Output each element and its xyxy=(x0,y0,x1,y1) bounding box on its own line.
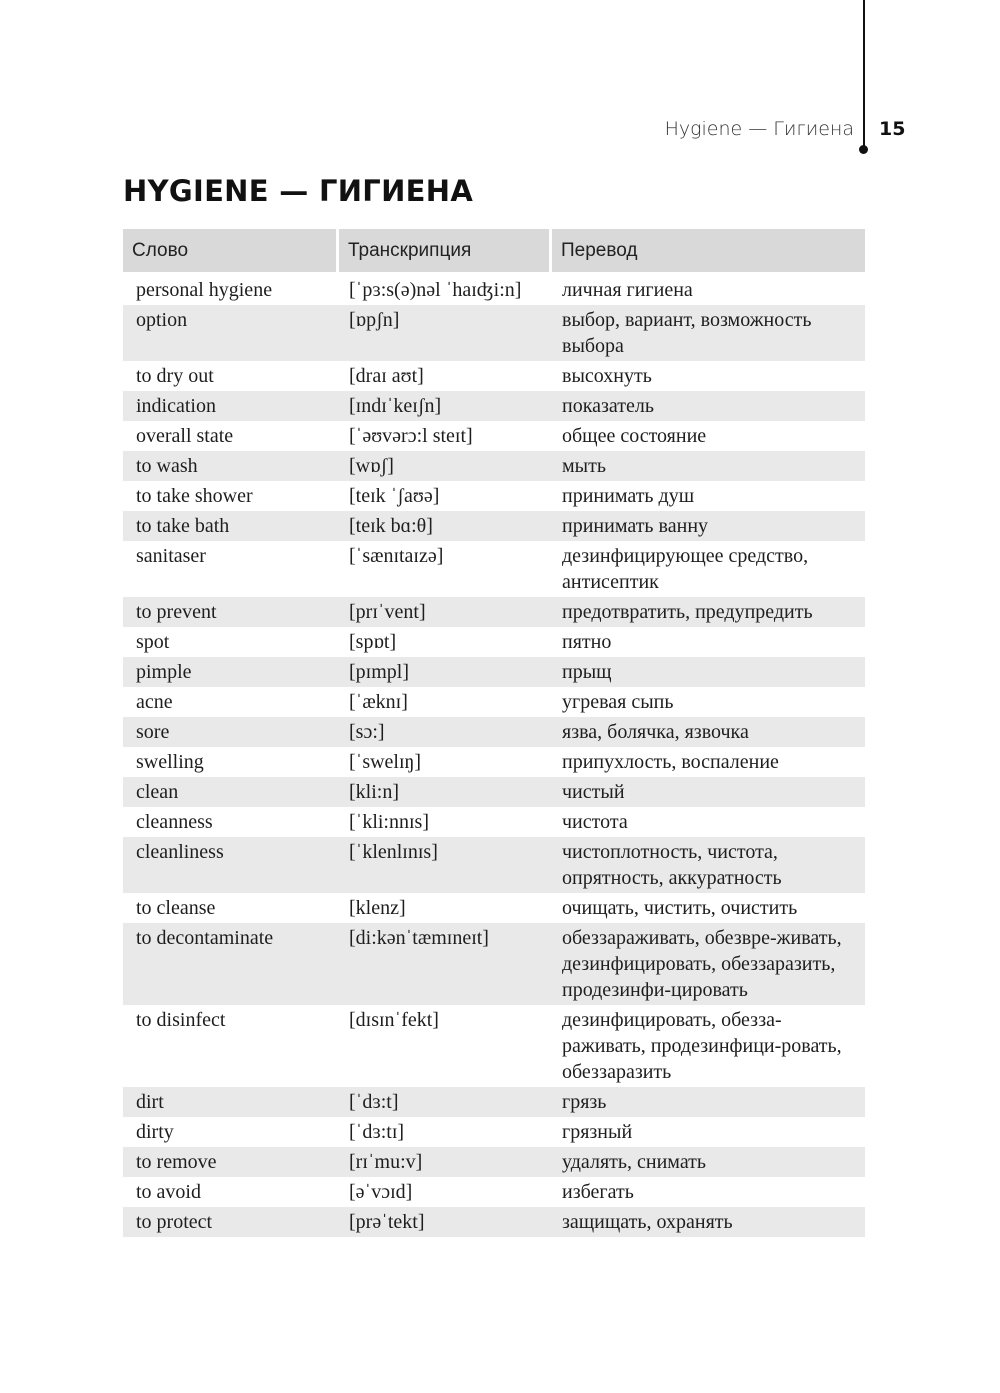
cell-translation: чистота xyxy=(562,811,628,833)
table-row xyxy=(123,1117,865,1147)
cell-transcription: [prɪˈvent] xyxy=(336,597,549,627)
cell-translation: принимать душ xyxy=(562,485,695,507)
cell-translation: пятно xyxy=(562,631,612,653)
table-row xyxy=(123,657,865,687)
page-number: 15 xyxy=(879,118,906,140)
cell-word: to avoid xyxy=(136,1181,201,1203)
header-rule-dot xyxy=(859,145,868,154)
cell-word: spot xyxy=(136,631,170,653)
cell-word: option xyxy=(123,305,336,361)
table-row xyxy=(123,1087,865,1117)
running-title: Hygiene — Гигиена xyxy=(664,118,854,140)
cell-translation: удалять, снимать xyxy=(549,1147,865,1177)
cell-transcription: [ɪndɪˈkeɪʃn] xyxy=(336,391,549,421)
cell-word: cleanness xyxy=(136,811,213,833)
cell-translation: личная гигиена xyxy=(562,279,693,301)
cell-word: overall state xyxy=(136,425,234,447)
cell-transcription: [prəˈtekt] xyxy=(336,1207,549,1237)
cell-translation: дезинфицирующее средство, антисептик xyxy=(562,545,809,593)
cell-translation: очищать, чистить, очистить xyxy=(562,897,798,919)
cell-translation: грязный xyxy=(562,1121,633,1143)
table-row xyxy=(123,305,865,361)
cell-word: to take shower xyxy=(136,485,253,507)
table-row xyxy=(123,1177,865,1207)
cell-translation: избегать xyxy=(562,1181,634,1203)
table-row xyxy=(123,541,865,597)
cell-transcription: [ˈswelɪŋ] xyxy=(349,751,422,773)
cell-transcription: [ˈəʊvərɔ:l steɪt] xyxy=(349,425,473,447)
header-vertical-rule xyxy=(863,0,865,148)
table-row xyxy=(123,272,865,305)
table-row xyxy=(123,1147,865,1177)
cell-translation: дезинфицировать, обезза-раживать, продезинфици-ровать, обеззаразить xyxy=(562,1009,842,1083)
table-row xyxy=(123,837,865,893)
cell-transcription: [ˈpɜ:s(ə)nəl ˈhaɪʤi:n] xyxy=(349,279,522,301)
cell-word: clean xyxy=(123,777,336,807)
cell-transcription: [teɪk bɑ:θ] xyxy=(336,511,549,541)
cell-translation: обеззараживать, обезвре-живать, дезинфицировать, обеззаразить, продезинфи-цировать xyxy=(549,923,865,1005)
cell-word: sore xyxy=(123,717,336,747)
cell-translation: принимать ванну xyxy=(549,511,865,541)
cell-word: to take bath xyxy=(123,511,336,541)
cell-transcription: [ˈdɜ:t] xyxy=(336,1087,549,1117)
cell-transcription: [sɔ:] xyxy=(336,717,549,747)
cell-transcription: [spɒt] xyxy=(349,631,397,653)
cell-word: swelling xyxy=(136,751,204,773)
cell-translation: чистый xyxy=(549,777,865,807)
cell-transcription: [di:kənˈtæmɪneɪt] xyxy=(336,923,549,1005)
table-row xyxy=(123,451,865,481)
cell-transcription: [ˈkli:nnɪs] xyxy=(349,811,429,833)
vocabulary-table xyxy=(123,229,865,1237)
cell-translation: припухлость, воспаление xyxy=(562,751,779,773)
table-row xyxy=(123,717,865,747)
cell-word: dirt xyxy=(123,1087,336,1117)
cell-transcription: [wɒʃ] xyxy=(336,451,549,481)
cell-word: dirty xyxy=(136,1121,174,1143)
cell-translation: язва, болячка, язвочка xyxy=(549,717,865,747)
table-row xyxy=(123,687,865,717)
cell-word: personal hygiene xyxy=(136,279,273,301)
table-row xyxy=(123,747,865,777)
cell-word: sanitaser xyxy=(136,545,206,567)
cell-translation: предотвратить, предупредить xyxy=(549,597,865,627)
table-header-row xyxy=(123,229,865,272)
cell-transcription: [əˈvɔɪd] xyxy=(349,1181,413,1203)
cell-word: to cleanse xyxy=(136,897,216,919)
cell-word: acne xyxy=(136,691,173,713)
table-row xyxy=(123,361,865,391)
cell-translation: прыщ xyxy=(549,657,865,687)
table-row xyxy=(123,481,865,511)
cell-transcription: [dɪsɪnˈfekt] xyxy=(349,1009,439,1031)
cell-word: pimple xyxy=(123,657,336,687)
cell-translation: защищать, охранять xyxy=(549,1207,865,1237)
cell-translation: показатель xyxy=(549,391,865,421)
cell-transcription: [ˈklenlɪnɪs] xyxy=(336,837,549,893)
cell-translation: высохнуть xyxy=(562,365,652,387)
cell-transcription: [ˈdɜ:tɪ] xyxy=(349,1121,405,1143)
cell-translation: мыть xyxy=(549,451,865,481)
cell-translation: общее состояние xyxy=(562,425,707,447)
cell-word: to protect xyxy=(123,1207,336,1237)
cell-translation: чистоплотность, чистота, опрятность, аккуратность xyxy=(549,837,865,893)
table-row xyxy=(123,1207,865,1237)
cell-translation: угревая сыпь xyxy=(562,691,674,713)
cell-word: cleanliness xyxy=(123,837,336,893)
cell-transcription: [klenz] xyxy=(349,897,406,919)
cell-transcription: [ˈsænɪtaɪzə] xyxy=(349,545,444,567)
table-row xyxy=(123,627,865,657)
table-row xyxy=(123,807,865,837)
cell-transcription: [teɪk ˈʃaʊə] xyxy=(349,485,440,507)
cell-transcription: [draɪ aʊt] xyxy=(349,365,424,387)
table-row xyxy=(123,1005,865,1087)
cell-word: to prevent xyxy=(123,597,336,627)
cell-transcription: [kli:n] xyxy=(336,777,549,807)
table-row xyxy=(123,597,865,627)
column-header-translation: Перевод xyxy=(549,229,865,272)
cell-transcription: [pɪmpl] xyxy=(336,657,549,687)
table-row xyxy=(123,777,865,807)
table-row xyxy=(123,923,865,1005)
column-header-transcription: Транскрипция xyxy=(336,229,549,272)
cell-word: indication xyxy=(123,391,336,421)
table-row xyxy=(123,391,865,421)
table-row xyxy=(123,893,865,923)
cell-transcription: [ˈæknɪ] xyxy=(349,691,408,713)
cell-translation: выбор, вариант, возможность выбора xyxy=(549,305,865,361)
cell-transcription: [ɒpʃn] xyxy=(336,305,549,361)
cell-word: to disinfect xyxy=(136,1009,226,1031)
section-title: HYGIENE — ГИГИЕНА xyxy=(123,174,474,208)
cell-word: to decontaminate xyxy=(123,923,336,1005)
cell-word: to dry out xyxy=(136,365,214,387)
cell-word: to wash xyxy=(123,451,336,481)
table-body xyxy=(123,272,865,1237)
cell-translation: грязь xyxy=(549,1087,865,1117)
table-row xyxy=(123,421,865,451)
table-row xyxy=(123,511,865,541)
cell-word: to remove xyxy=(123,1147,336,1177)
cell-transcription: [rɪˈmu:v] xyxy=(336,1147,549,1177)
column-header-word: Слово xyxy=(123,229,336,272)
